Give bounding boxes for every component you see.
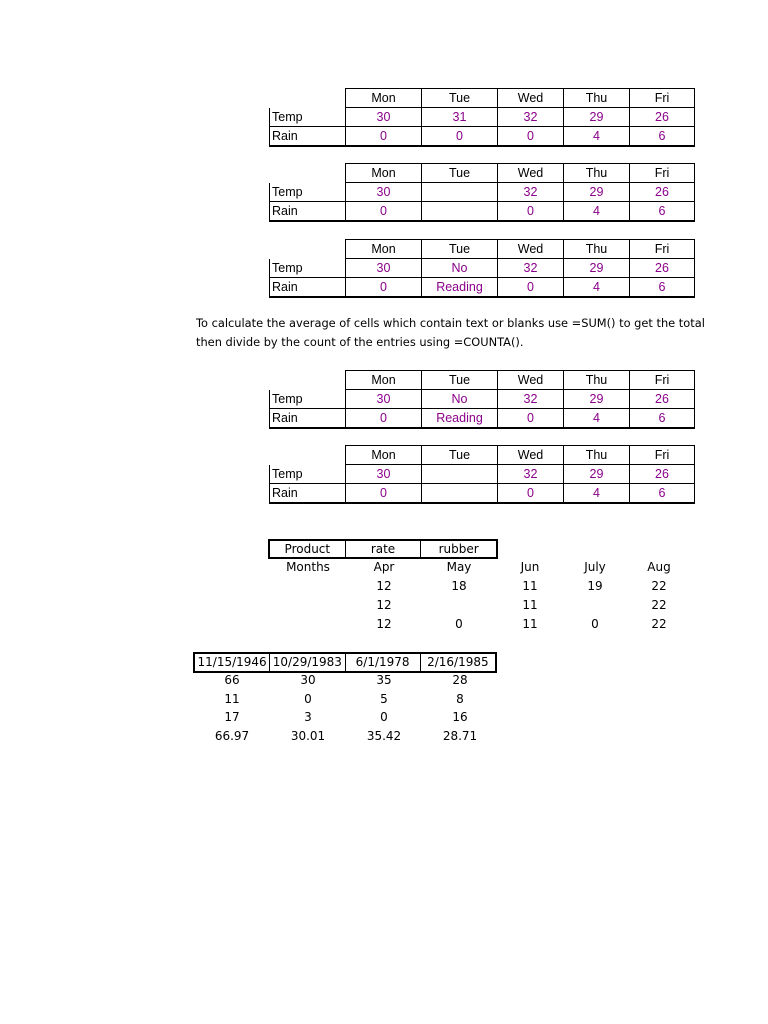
product-value: 0	[591, 617, 599, 631]
day-header: Thu	[564, 446, 630, 465]
day-header: Tue	[422, 240, 498, 259]
rain-value: 6	[630, 278, 695, 298]
product-header-row	[268, 539, 498, 559]
day-header: Mon	[346, 446, 422, 465]
date-value: 0	[380, 710, 388, 724]
product-value: 12	[376, 617, 392, 631]
product-header-cell: rate	[345, 541, 421, 557]
date-header-cell: 10/29/1983	[269, 654, 344, 671]
weather-table	[269, 445, 695, 504]
day-header: Tue	[422, 446, 498, 465]
day-header: Mon	[346, 371, 422, 390]
temp-value: 31	[422, 108, 498, 127]
row-label-rain: Rain	[270, 409, 346, 429]
product-value: 22	[651, 617, 667, 631]
date-value: 11	[224, 692, 240, 706]
temp-value: 30	[346, 259, 422, 278]
rain-value	[422, 484, 498, 504]
product-header-cell: rubber	[420, 541, 496, 557]
date-value: 28.71	[442, 729, 478, 743]
rain-value: 0	[498, 202, 564, 222]
row-label-temp: Temp	[270, 465, 346, 484]
weather-table	[269, 370, 695, 429]
product-value: 0	[455, 617, 463, 631]
temp-value: 30	[346, 108, 422, 127]
rain-value: 0	[498, 409, 564, 429]
row-label-rain: Rain	[270, 202, 346, 222]
product-value: 12	[376, 579, 392, 593]
temp-value: 26	[630, 259, 695, 278]
product-value: 12	[376, 598, 392, 612]
day-header: Mon	[346, 89, 422, 108]
temp-value: 26	[630, 390, 695, 409]
date-value: 30	[300, 673, 316, 687]
date-value: 16	[452, 710, 468, 724]
temp-value: 32	[498, 108, 564, 127]
day-header: Thu	[564, 371, 630, 390]
day-header: Fri	[630, 371, 695, 390]
day-header: Wed	[498, 164, 564, 183]
rain-value: 6	[630, 127, 695, 147]
date-header-row	[193, 652, 497, 673]
row-label-temp: Temp	[270, 390, 346, 409]
date-value: 35.42	[366, 729, 402, 743]
month-header: Jun	[520, 560, 540, 574]
month-header: July	[584, 560, 606, 574]
rain-value: 0	[346, 409, 422, 429]
date-value: 28	[452, 673, 468, 687]
corner-cell	[270, 371, 346, 390]
product-value: 11	[522, 617, 538, 631]
date-value: 3	[304, 710, 312, 724]
date-value: 66.97	[214, 729, 250, 743]
day-header: Fri	[630, 446, 695, 465]
date-value: 8	[456, 692, 464, 706]
day-header: Thu	[564, 164, 630, 183]
row-label-rain: Rain	[270, 278, 346, 298]
temp-value: 32	[498, 390, 564, 409]
rain-value: 0	[422, 127, 498, 147]
temp-value	[422, 465, 498, 484]
instruction-note: To calculate the average of cells which contain text or blanks use =SUM() to get the total then divide by the count of the entries using =COUNTA().	[196, 316, 705, 349]
rain-value: 4	[564, 484, 630, 504]
temp-value: 30	[346, 183, 422, 202]
temp-value: 32	[498, 183, 564, 202]
temp-value	[422, 183, 498, 202]
date-value: 0	[304, 692, 312, 706]
month-header: Apr	[373, 560, 395, 574]
day-header: Fri	[630, 89, 695, 108]
product-value: 22	[651, 579, 667, 593]
temp-value: 30	[346, 390, 422, 409]
day-header: Mon	[346, 164, 422, 183]
rain-value: 4	[564, 202, 630, 222]
temp-value: 29	[564, 183, 630, 202]
month-header: Aug	[647, 560, 671, 574]
weather-table	[269, 88, 695, 147]
product-value: 11	[522, 598, 538, 612]
rain-value: 0	[498, 127, 564, 147]
rain-value: 4	[564, 278, 630, 298]
rain-value: Reading	[422, 278, 498, 298]
temp-value: No	[422, 390, 498, 409]
day-header: Wed	[498, 446, 564, 465]
temp-value: 32	[498, 465, 564, 484]
rain-value: 0	[346, 278, 422, 298]
row-label-rain: Rain	[270, 484, 346, 504]
product-value: 18	[451, 579, 467, 593]
weather-table	[269, 239, 695, 298]
date-value: 66	[224, 673, 240, 687]
date-value: 17	[224, 710, 240, 724]
temp-value: 26	[630, 108, 695, 127]
temp-value: 26	[630, 465, 695, 484]
date-value: 30.01	[290, 729, 326, 743]
product-value: 19	[587, 579, 603, 593]
temp-value: 29	[564, 390, 630, 409]
rain-value: 6	[630, 409, 695, 429]
row-label-temp: Temp	[270, 108, 346, 127]
row-label-temp: Temp	[270, 183, 346, 202]
rain-value: 0	[498, 484, 564, 504]
temp-value: 29	[564, 465, 630, 484]
corner-cell	[270, 240, 346, 259]
product-value	[565, 596, 625, 615]
product-header-cell: Product	[284, 542, 331, 556]
product-value: 11	[522, 579, 538, 593]
rain-value: 0	[346, 484, 422, 504]
month-header: May	[446, 560, 472, 574]
corner-cell	[270, 89, 346, 108]
date-header-cell: 6/1/1978	[345, 654, 420, 671]
weather-table	[269, 163, 695, 222]
rain-value: 0	[346, 127, 422, 147]
day-header: Thu	[564, 89, 630, 108]
day-header: Wed	[498, 240, 564, 259]
day-header: Wed	[498, 371, 564, 390]
rain-value: 0	[498, 278, 564, 298]
temp-value: 26	[630, 183, 695, 202]
rain-value: 6	[630, 202, 695, 222]
rain-value	[422, 202, 498, 222]
row-label-rain: Rain	[270, 127, 346, 147]
rain-value: 4	[564, 409, 630, 429]
date-value: 5	[380, 692, 388, 706]
temp-value: 32	[498, 259, 564, 278]
corner-cell	[270, 164, 346, 183]
day-header: Tue	[422, 371, 498, 390]
rain-value: 0	[346, 202, 422, 222]
row-label-temp: Temp	[270, 259, 346, 278]
day-header: Tue	[422, 164, 498, 183]
day-header: Thu	[564, 240, 630, 259]
date-value: 35	[376, 673, 392, 687]
rain-value: 6	[630, 484, 695, 504]
rain-value: 4	[564, 127, 630, 147]
temp-value: 29	[564, 259, 630, 278]
day-header: Wed	[498, 89, 564, 108]
rain-value: Reading	[422, 409, 498, 429]
product-value	[429, 596, 489, 615]
months-label: Months	[286, 560, 330, 574]
temp-value: 29	[564, 108, 630, 127]
temp-value: 30	[346, 465, 422, 484]
date-header-cell: 2/16/1985	[420, 654, 495, 671]
product-value: 22	[651, 598, 667, 612]
temp-value: No	[422, 259, 498, 278]
day-header: Fri	[630, 164, 695, 183]
day-header: Mon	[346, 240, 422, 259]
corner-cell	[270, 446, 346, 465]
day-header: Tue	[422, 89, 498, 108]
day-header: Fri	[630, 240, 695, 259]
date-header-cell: 11/15/1946	[197, 655, 267, 669]
